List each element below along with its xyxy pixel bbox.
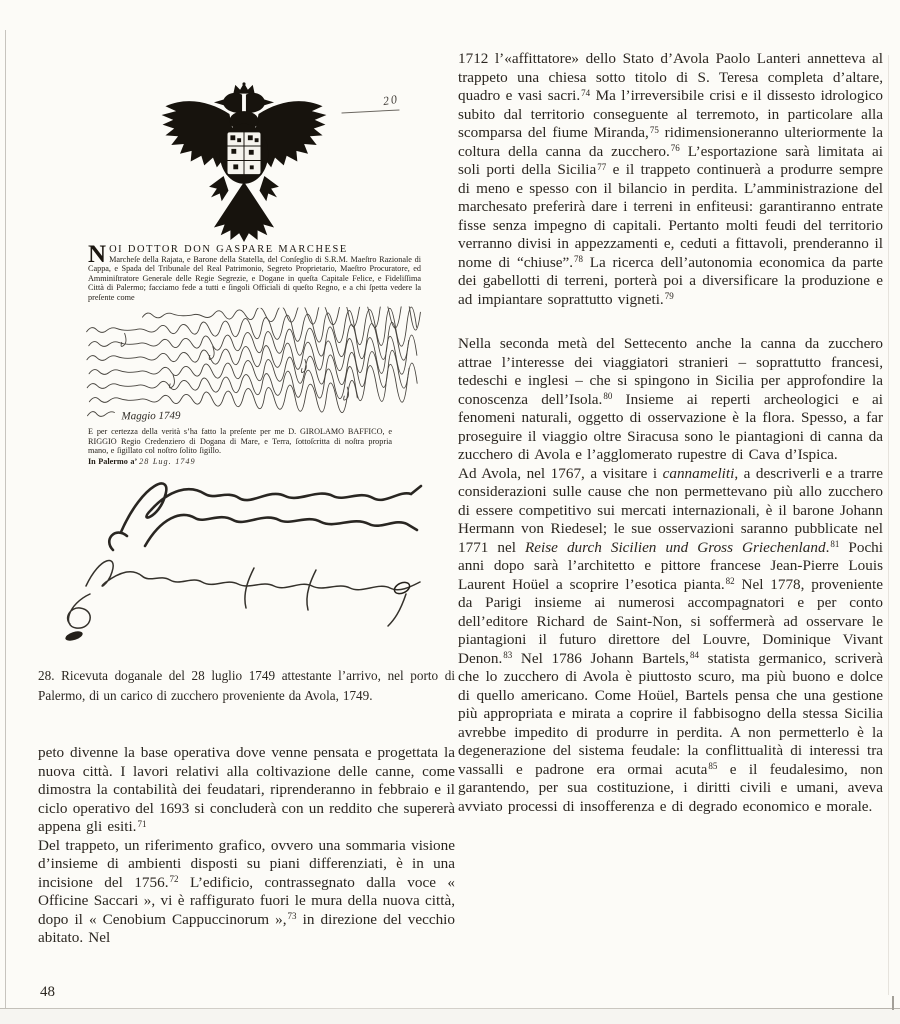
signature-flourish-secondary [50, 546, 452, 644]
scan-corner-mark [892, 996, 894, 1010]
paragraph: peto divenne la base operativa dove venne pensata e progettata la nuova città. I lavori relativi alla coltivazione delle canne, come dimostra la contabilità dei feudatari, riprenderanno in febbraio e il ciclo operativo del 1693 si concluderà con un reddito che supererà appena gli esiti.$^{71}$ [38, 744, 455, 835]
paragraph: Nella seconda metà del Settecento anche la canna da zucchero attrae l’interesse dei viaggiatori stranieri – soprattutto francesi, tedeschi e inglesi – che si spingono in Sicilia per approfondire la conoscenza dell’Isola.$^{80}$ Insieme ai reperti archeologici e ai fenomeni naturali, oggetto di osservazione è la flora. Spesso, a far proseguire il viaggio oltre Siracusa sono le piantagioni di canna da zucchero di Avola e l’agglomerato rupestre di Cava d’Ispica. [458, 335, 883, 463]
scan-edge-left [5, 30, 6, 1008]
figure-customs-receipt-1749 [85, 82, 425, 656]
left-column-text [38, 744, 455, 948]
paragraph: Del trappeto, un riferimento grafico, ovvero una sommaria visione d’insieme di ambienti disposti su piani differenziati, è in una incisione del 1756.72 L’edificio, contrassegnato dalla voce « Officine Saccari », vi è raffigurato fuori le mura della nuova città, dopo il « Cenobium Cappuccinorum »,$^{73}$ in direzione del vecchio abitato. Nel [38, 836, 455, 946]
right-column-text [458, 50, 883, 816]
figure-caption: 28. Ricevuta doganale del 28 luglio 1749 attestante l’arrivo, nel porto di Palermo, di un carico di zucchero proveniente da Avola, 1749. [38, 668, 455, 703]
printed-certification-text: E per certezza della verità s’ha fatto la preſente per me D. GIROLAMO BAFFICO, e RIGGIO Regio Credenziero di Dogana di Mare, e Terra, ſottoſcritta di noſtra propria mano, e ſigillato col noſtro ſolito ſigillo. In Palermo a’ 28 Lug. 1749 [88, 427, 392, 466]
scan-strip-bottom [0, 1009, 900, 1024]
handwritten-date: Maggio 1749 [121, 409, 181, 423]
paragraph: 1712 l’«affittatore» dello Stato d’Avola Paolo Lanteri annetteva al trappeto una chiesa sotto titolo di S. Teresa completa d’altare, quadro e vasi sacri.$^{74}$ Ma l’irreversibile crisi e il dissesto idrologico subito dal territorio conseguente al terremoto, in particolare alla scomparsa del fiume Miranda,$^{75}$ ridimensioneranno ulteriormente la coltura della canna da zucchero.$^{76}$ L’esportazione sarà limitata ai soli porti della Sicilia$^{77}$ e il trappeto continuerà a produrre sempre di meno e spesso con il bilancio in perdita. L’amministrazione del marchesato preferirà dare i terreni in enfiteusi: garantiranno entrate fisse senza impegno di capitali. Pertanto molti feudi del territorio verranno divisi in appezzamenti e, ceduti a fittavoli, prenderanno il nome di “chiuse”.$^{78}$ La ricerca dell’autonomia economica da parte dei gabellotti di terreni, porterà poi a diversificare la produzione e ad impiantare soprattutto vigneti.$^{79}$ [458, 50, 883, 308]
scan-edge-bottom [0, 1008, 900, 1009]
drop-cap: N [88, 241, 107, 268]
printed-body-text: Marcheſe della Rajata, e Barone della Statella, del Conſeglio di S.R.M. Maeſtro Razionale di Cappa, e Spada del Tribunale del Real Patrimonio, Segreto Proprietario, Maeſtro Procuratore, ed Amminiſtratore Generale delle Regie Segrezie, e Dogane in queſta Capitale Felice, e Fideliſſima Città di Palermo; facciamo fede a tutti e ſingoli Officiali di queſto Regno, e a chi ſpetta vedere la preſente come [88, 254, 421, 302]
scan-edge-right [888, 55, 889, 995]
printed-title-line: OI DOTTOR DON GASPARE MARCHESE [109, 244, 348, 255]
handwritten-text-lines [84, 306, 425, 430]
double-headed-eagle-emblem [151, 82, 337, 242]
signature-flourish-primary [93, 466, 425, 558]
paragraph: Ad Avola, nel 1767, a visitare i cannameliti, a descriverli e a trarre considerazioni sulle cause che non permettevano più allo zucchero di essere competitivo sui mercati internazionali, è il barone Johann Hermann von Riedesel; le sue osservazioni saranno pubblicate nel 1771 nel Reise durch Sicilien und Gross Griechenland.$^{81}$ Pochi anni dopo sarà l’architetto e pittore francese Jean-Pierre Louis Laurent Hoüel a scoprire l’esotica pianta.$^{82}$ Nel 1778, proveniente da Parigi insieme ai numerosi accompagnatori e per conto dell’editore Richard de Saint-Non, si soffermerà ad osservare le piantagioni il futuro direttore del Louvre, Dominique Vivant Denon.$^{83}$ Nel 1786 Johann Bartels,$^{84}$ statista germanico, scriverà che lo zucchero di Avola è piuttosto scuro, ma più buono e dolce di quello americano. Come Hoüel, Bartels pensa che una gestione più appropriata e mirata a coprire il fabbisogno della stessa Sicilia avrebbe impedito di produrre in perdita. A non permetterlo è la degenerazione del sistema feudale: la conflittualità di interessi tra vassalli e padrone era ormai acuta$^{85}$ e il feudalesimo, non garantendo, per sua costituzione, i diritti civili e umani, aveva avviato processi di insofferenza e di degrado economico e morale. [458, 464, 883, 815]
page-number: 48 [40, 984, 55, 1000]
handwritten-place-date: 28 Lug. 1749 [139, 456, 196, 466]
printed-place-line: In Palermo a’ 28 Lug. 1749 [88, 456, 196, 466]
folio-number-handwritten: 20 [341, 90, 400, 113]
printed-attestation-text [88, 241, 421, 302]
